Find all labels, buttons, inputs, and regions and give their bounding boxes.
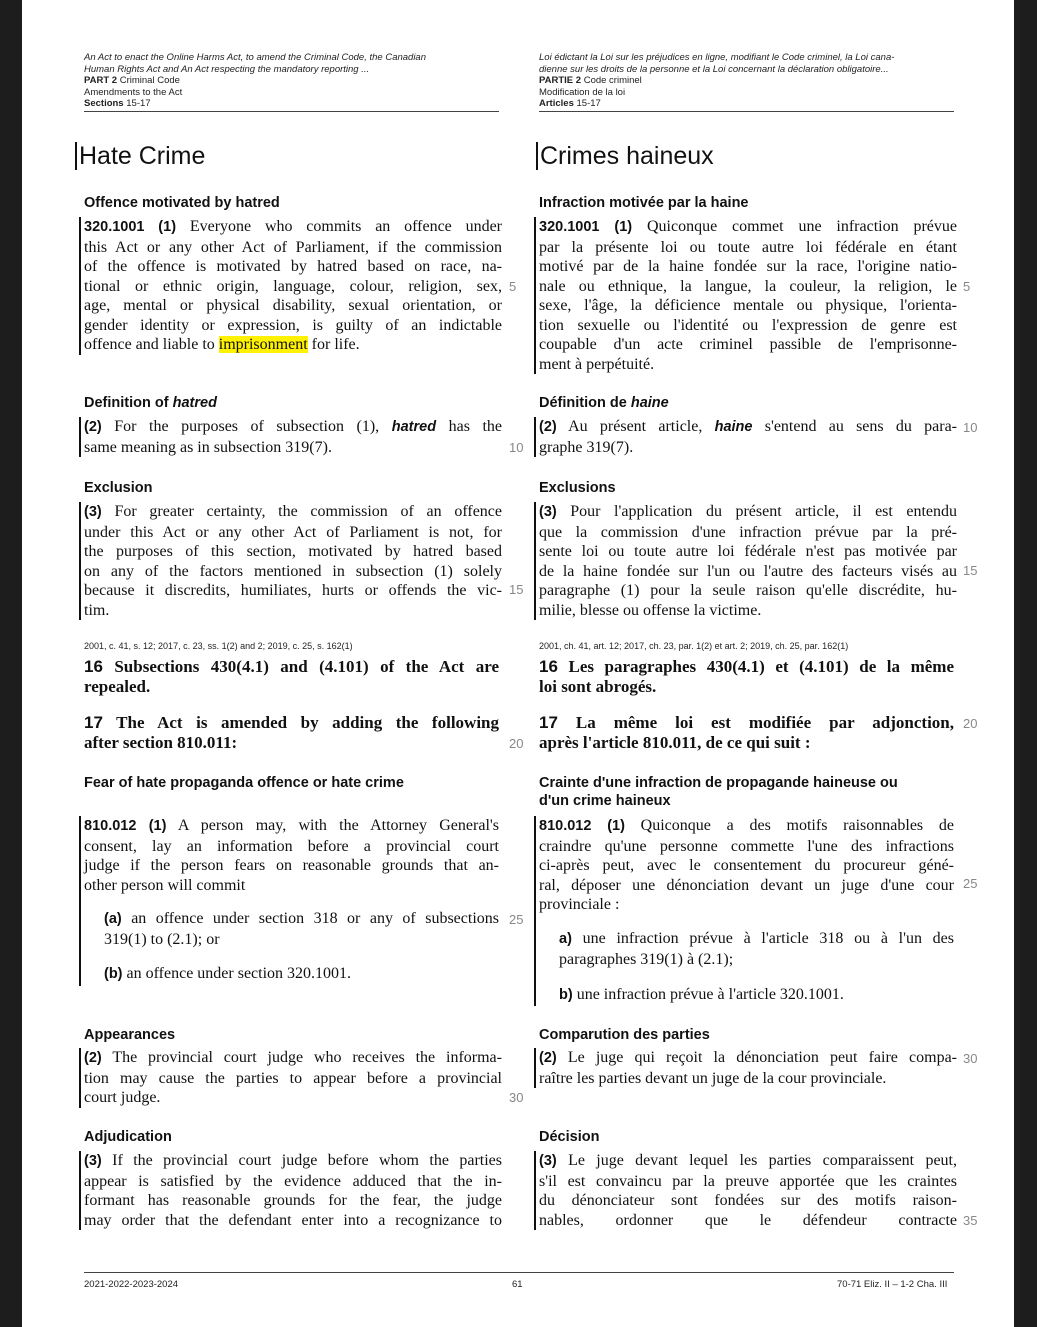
text-line: milie, blesse ou offense la victime. xyxy=(539,601,762,619)
line-number-fr: 25 xyxy=(963,876,978,891)
header-sections-label: Sections xyxy=(84,98,124,109)
section-810-012-1-fr xyxy=(539,816,954,915)
header-act-title-line2: dienne sur les droits de la personne et la Loi concernant la déclaration obligatoire... xyxy=(539,63,889,75)
section-320-1001-1-en xyxy=(79,217,502,355)
text-line: repealed. xyxy=(84,677,151,696)
header-part-name: Criminal Code xyxy=(119,75,180,86)
text-line: tion sexuelle ou l'identité ou l'expression de genre est xyxy=(539,316,957,334)
text-line: sexe, l'âge, la déficience mentale ou physique, l'orienta- xyxy=(539,297,957,314)
line-number-en: 15 xyxy=(509,582,524,597)
text-line: for life. xyxy=(311,336,360,353)
text-line: an offence under section 318 or any of subsections xyxy=(131,910,499,927)
text-line: Le juge qui reçoit la dénonciation peut faire compa- xyxy=(567,1049,957,1066)
line-number-fr: 35 xyxy=(963,1213,978,1228)
text-line: appear is satisfied by the evidence adduced that the in- xyxy=(84,1172,502,1190)
text-line: A person may, with the Attorney General's xyxy=(177,817,499,834)
header-part-label: PART 2 xyxy=(84,75,118,86)
text-line: may order that the defendant enter into a recognizance to xyxy=(84,1211,502,1229)
amend-number: 16 xyxy=(84,657,103,676)
text-line: s'entend au sens du para- xyxy=(764,418,957,435)
marginal-heading-definition xyxy=(539,394,669,412)
marginal-heading-appearances: Comparution des parties xyxy=(539,1027,710,1043)
text-line: ral, déposer une dénonciation devant un juge d'une cour xyxy=(539,876,954,894)
section-810-012-3-fr xyxy=(534,1151,957,1230)
line-number-en: 20 xyxy=(509,736,524,751)
title-fr: Crimes haineux xyxy=(536,142,714,170)
subsection-number: (2) xyxy=(84,1050,102,1066)
text-line: offence and liable to xyxy=(84,336,215,353)
footer-session: 2021-2022-2023-2024 xyxy=(84,1279,179,1290)
header-subpart: Modification de la loi xyxy=(539,86,626,98)
subsection-number: (2) xyxy=(539,419,557,435)
text-line: paragraphes 319(1) à (2.1); xyxy=(559,950,734,968)
section-number: 810.012 (1) xyxy=(84,818,167,834)
marginal-heading-fear: Fear of hate propaganda offence or hate crime xyxy=(84,775,404,791)
subsection-number: (3) xyxy=(539,1153,557,1169)
marginal-heading-appearances: Appearances xyxy=(84,1027,176,1043)
heading-line: d'un crime haineux xyxy=(539,793,671,809)
text-line: has the xyxy=(448,418,503,435)
running-header-fr xyxy=(539,52,969,110)
text-line: Quiconque commet une infraction prévue xyxy=(646,218,957,235)
amending-section-16-en xyxy=(84,657,499,697)
marginal-heading-adjudication: Décision xyxy=(539,1129,600,1145)
amending-section-17-fr xyxy=(539,713,954,753)
text-line: craindre qu'une personne commette l'une des infractions xyxy=(539,837,954,855)
line-number-en: 30 xyxy=(509,1090,524,1105)
section-810-012-2-fr xyxy=(534,1048,957,1088)
header-sections: 15-17 xyxy=(126,98,151,109)
heading-text: Définition de xyxy=(539,395,627,411)
header-sections: 15-17 xyxy=(576,98,601,109)
text-line: motivé par de la haine fondée sur la race, l'origine natio- xyxy=(539,258,957,275)
marginal-heading-offence: Offence motivated by hatred xyxy=(84,195,280,211)
text-line: under this Act or any other Act of Parliament is not, for xyxy=(84,523,502,541)
text-line: raître les parties devant un juge de la cour provinciale. xyxy=(539,1069,887,1087)
text-line: loi sont abrogés. xyxy=(539,677,657,696)
text-line: par la présente loi ou toute autre loi fédérale en étant xyxy=(539,238,957,256)
marginal-heading-fear xyxy=(539,774,898,810)
marginal-heading-offence: Infraction motivée par la haine xyxy=(539,195,749,211)
subsection-number: (3) xyxy=(539,504,557,520)
line-number-fr: 5 xyxy=(963,279,971,294)
paragraph-label: b) xyxy=(559,987,573,1003)
marginal-heading-adjudication: Adjudication xyxy=(84,1129,172,1145)
title-en: Hate Crime xyxy=(75,142,205,170)
text-line: paragraphe (1) pour la seule raison qu'elle discrédite, hu- xyxy=(539,582,957,599)
margin-bar xyxy=(79,816,81,986)
text-line: same meaning as in subsection 319(7). xyxy=(84,438,332,456)
text-line: gender identity or expression, is guilty of an indictable xyxy=(84,316,502,334)
text-line: court judge. xyxy=(84,1089,161,1106)
text-line: because it discredits, humiliates, hurts or offends the vic- xyxy=(84,582,502,599)
text-line: après l'article 810.011, de ce qui suit : xyxy=(539,733,811,752)
text-line: sente loi ou toute autre loi fédérale n'est pas motivée par xyxy=(539,543,957,560)
section-810-012-1-en xyxy=(84,816,499,895)
section-number: 810.012 (1) xyxy=(539,818,625,834)
footer-regnal-year: 70-71 Eliz. II – 1-2 Cha. III xyxy=(837,1279,948,1290)
text-line: The Act is amended by adding the following xyxy=(116,713,499,732)
amend-number: 17 xyxy=(539,713,558,732)
section-320-1001-2-en xyxy=(79,417,502,457)
text-line: consent, lay an information before a provincial court xyxy=(84,837,499,855)
section-320-1001-1-fr xyxy=(534,217,957,374)
defined-term: hatred xyxy=(172,395,217,411)
header-subpart: Amendments to the Act xyxy=(84,86,183,98)
text-line: If the provincial court judge before whom the parties xyxy=(112,1152,503,1169)
margin-bar xyxy=(534,816,536,1006)
text-line: tim. xyxy=(84,601,110,619)
text-line: Everyone who commits an offence under xyxy=(189,218,503,235)
page-number: 61 xyxy=(512,1279,523,1290)
marginal-heading-exclusion: Exclusion xyxy=(84,480,153,496)
marginal-heading-definition xyxy=(84,394,217,412)
header-part-name: Code criminel xyxy=(583,75,642,86)
text-line: tional or ethnic origin, language, colour, religion, sex, xyxy=(84,277,502,295)
heading-text: Definition of xyxy=(84,395,169,411)
text-line: une infraction prévue à l'article 320.1001. xyxy=(576,986,844,1003)
text-line: ci-après peut, avec le consentement du procureur géné- xyxy=(539,857,954,874)
text-line: provinciale : xyxy=(539,896,620,913)
text-line: Pour l'application du présent article, il est entendu xyxy=(570,503,958,520)
section-320-1001-3-en xyxy=(79,502,502,620)
text-line: que la commission d'une infraction prévue par la pré- xyxy=(539,523,957,541)
footer-rule xyxy=(84,1272,954,1273)
amending-section-17-en xyxy=(84,713,499,753)
amend-number: 16 xyxy=(539,657,558,676)
subsection-number: (3) xyxy=(84,504,102,520)
header-rule-fr xyxy=(539,111,954,112)
marginal-heading-exclusion: Exclusions xyxy=(539,480,616,496)
text-line: coupable d'un acte criminel passible de l'emprisonne- xyxy=(539,336,957,353)
paragraph-b-fr xyxy=(559,985,954,1006)
history-note-en: 2001, c. 41, s. 12; 2017, c. 23, ss. 1(2) and 2; 2019, c. 25, s. 162(1) xyxy=(84,641,353,651)
defined-term: hatred xyxy=(391,419,437,435)
text-line: after section 810.011: xyxy=(84,733,238,752)
defined-term: haine xyxy=(630,395,669,411)
section-320-1001-3-fr xyxy=(534,502,957,620)
text-line: the purposes of this section, motivated by hatred based xyxy=(84,543,502,560)
text-line: For the purposes of subsection (1), xyxy=(114,418,380,435)
text-line: du dénonciateur sont fondées sur des motifs raison- xyxy=(539,1192,957,1209)
text-line: on any of the factors mentioned in subsection (1) solely xyxy=(84,562,502,580)
text-line: ment à perpétuité. xyxy=(539,355,655,373)
subsection-number: (2) xyxy=(539,1050,557,1066)
text-line: The provincial court judge who receives the informa- xyxy=(112,1049,502,1066)
paragraph-label: a) xyxy=(559,931,572,947)
section-320-1001-2-fr xyxy=(534,417,957,457)
text-line: Les paragraphes 430(4.1) et (4.101) de la même xyxy=(568,657,954,676)
section-number: 320.1001 (1) xyxy=(539,219,633,235)
paragraph-a-fr xyxy=(559,929,954,969)
text-line: Le juge devant lequel les parties comparaissent peut, xyxy=(568,1152,958,1169)
text-line: other person will commit xyxy=(84,876,246,894)
header-part-label: PARTIE 2 xyxy=(539,75,582,86)
line-number-fr: 30 xyxy=(963,1051,978,1066)
line-number-fr: 20 xyxy=(963,716,978,731)
text-line: La même loi est modifiée par adjonction, xyxy=(575,713,955,732)
text-line: of the offence is motivated by hatred based on race, na- xyxy=(84,258,502,275)
line-number-en: 25 xyxy=(509,912,524,927)
subsection-number: (2) xyxy=(84,419,102,435)
defined-term: haine xyxy=(714,419,753,435)
text-line: Quiconque a des motifs raisonnables de xyxy=(640,817,955,834)
highlighted-word[interactable]: imprisonment xyxy=(218,336,308,353)
text-line: nables, ordonner que le défendeur contracte xyxy=(539,1211,957,1229)
header-rule-en xyxy=(84,111,499,112)
header-act-title-line1: Loi édictant la Loi sur les préjudices en ligne, modifiant le Code criminel, la Loi cana- xyxy=(539,52,895,63)
text-line: Au présent article, xyxy=(568,418,703,435)
text-line: 319(1) to (2.1); or xyxy=(104,930,220,948)
line-number-en: 5 xyxy=(509,279,517,294)
paragraph-label: (b) xyxy=(104,966,123,982)
text-line: de la haine fondée sur l'un ou l'autre des facteurs visés au xyxy=(539,562,957,580)
paragraph-a-en xyxy=(104,909,499,949)
amending-section-16-fr xyxy=(539,657,954,697)
amend-number: 17 xyxy=(84,713,103,732)
section-number: 320.1001 (1) xyxy=(84,219,177,235)
heading-line: Crainte d'une infraction de propagande haineuse ou xyxy=(539,775,898,791)
line-number-fr: 15 xyxy=(963,563,978,578)
text-line: une infraction prévue à l'article 318 ou à l'un des xyxy=(582,930,955,947)
running-header-en xyxy=(84,52,504,110)
text-line: s'il est convaincu par la preuve apportée que les craintes xyxy=(539,1172,957,1190)
text-line: Subsections 430(4.1) and (4.101) of the Act are xyxy=(114,657,499,676)
text-line: nale ou ethnique, la langue, la couleur, la religion, le xyxy=(539,277,957,295)
header-sections-label: Articles xyxy=(539,98,574,109)
text-line: formant has reasonable grounds for the fear, the judge xyxy=(84,1192,502,1209)
text-line: graphe 319(7). xyxy=(539,438,634,456)
text-line: an offence under section 320.1001. xyxy=(126,965,352,982)
subsection-number: (3) xyxy=(84,1153,102,1169)
text-line: age, mental or physical disability, sexual orientation, or xyxy=(84,297,502,314)
line-number-en: 10 xyxy=(509,440,524,455)
text-line: this Act or any other Act of Parliament, if the commission xyxy=(84,238,502,256)
paragraph-label: (a) xyxy=(104,911,122,927)
text-line: judge if the person fears on reasonable grounds that an- xyxy=(84,857,499,874)
document-page xyxy=(22,0,1014,1327)
history-note-fr: 2001, ch. 41, art. 12; 2017, ch. 23, par. 1(2) et art. 2; 2019, ch. 25, par. 162(1) xyxy=(539,641,849,651)
header-act-title-line2: Human Rights Act and An Act respecting the mandatory reporting ... xyxy=(84,63,370,75)
text-line: tion may cause the parties to appear before a provincial xyxy=(84,1069,502,1087)
line-number-fr: 10 xyxy=(963,420,978,435)
section-810-012-2-en xyxy=(79,1048,502,1108)
paragraph-b-en xyxy=(104,964,499,985)
text-line: For greater certainty, the commission of an offence xyxy=(114,503,503,520)
header-act-title-line1: An Act to enact the Online Harms Act, to amend the Criminal Code, the Canadian xyxy=(84,52,426,63)
section-810-012-3-en xyxy=(79,1151,502,1230)
